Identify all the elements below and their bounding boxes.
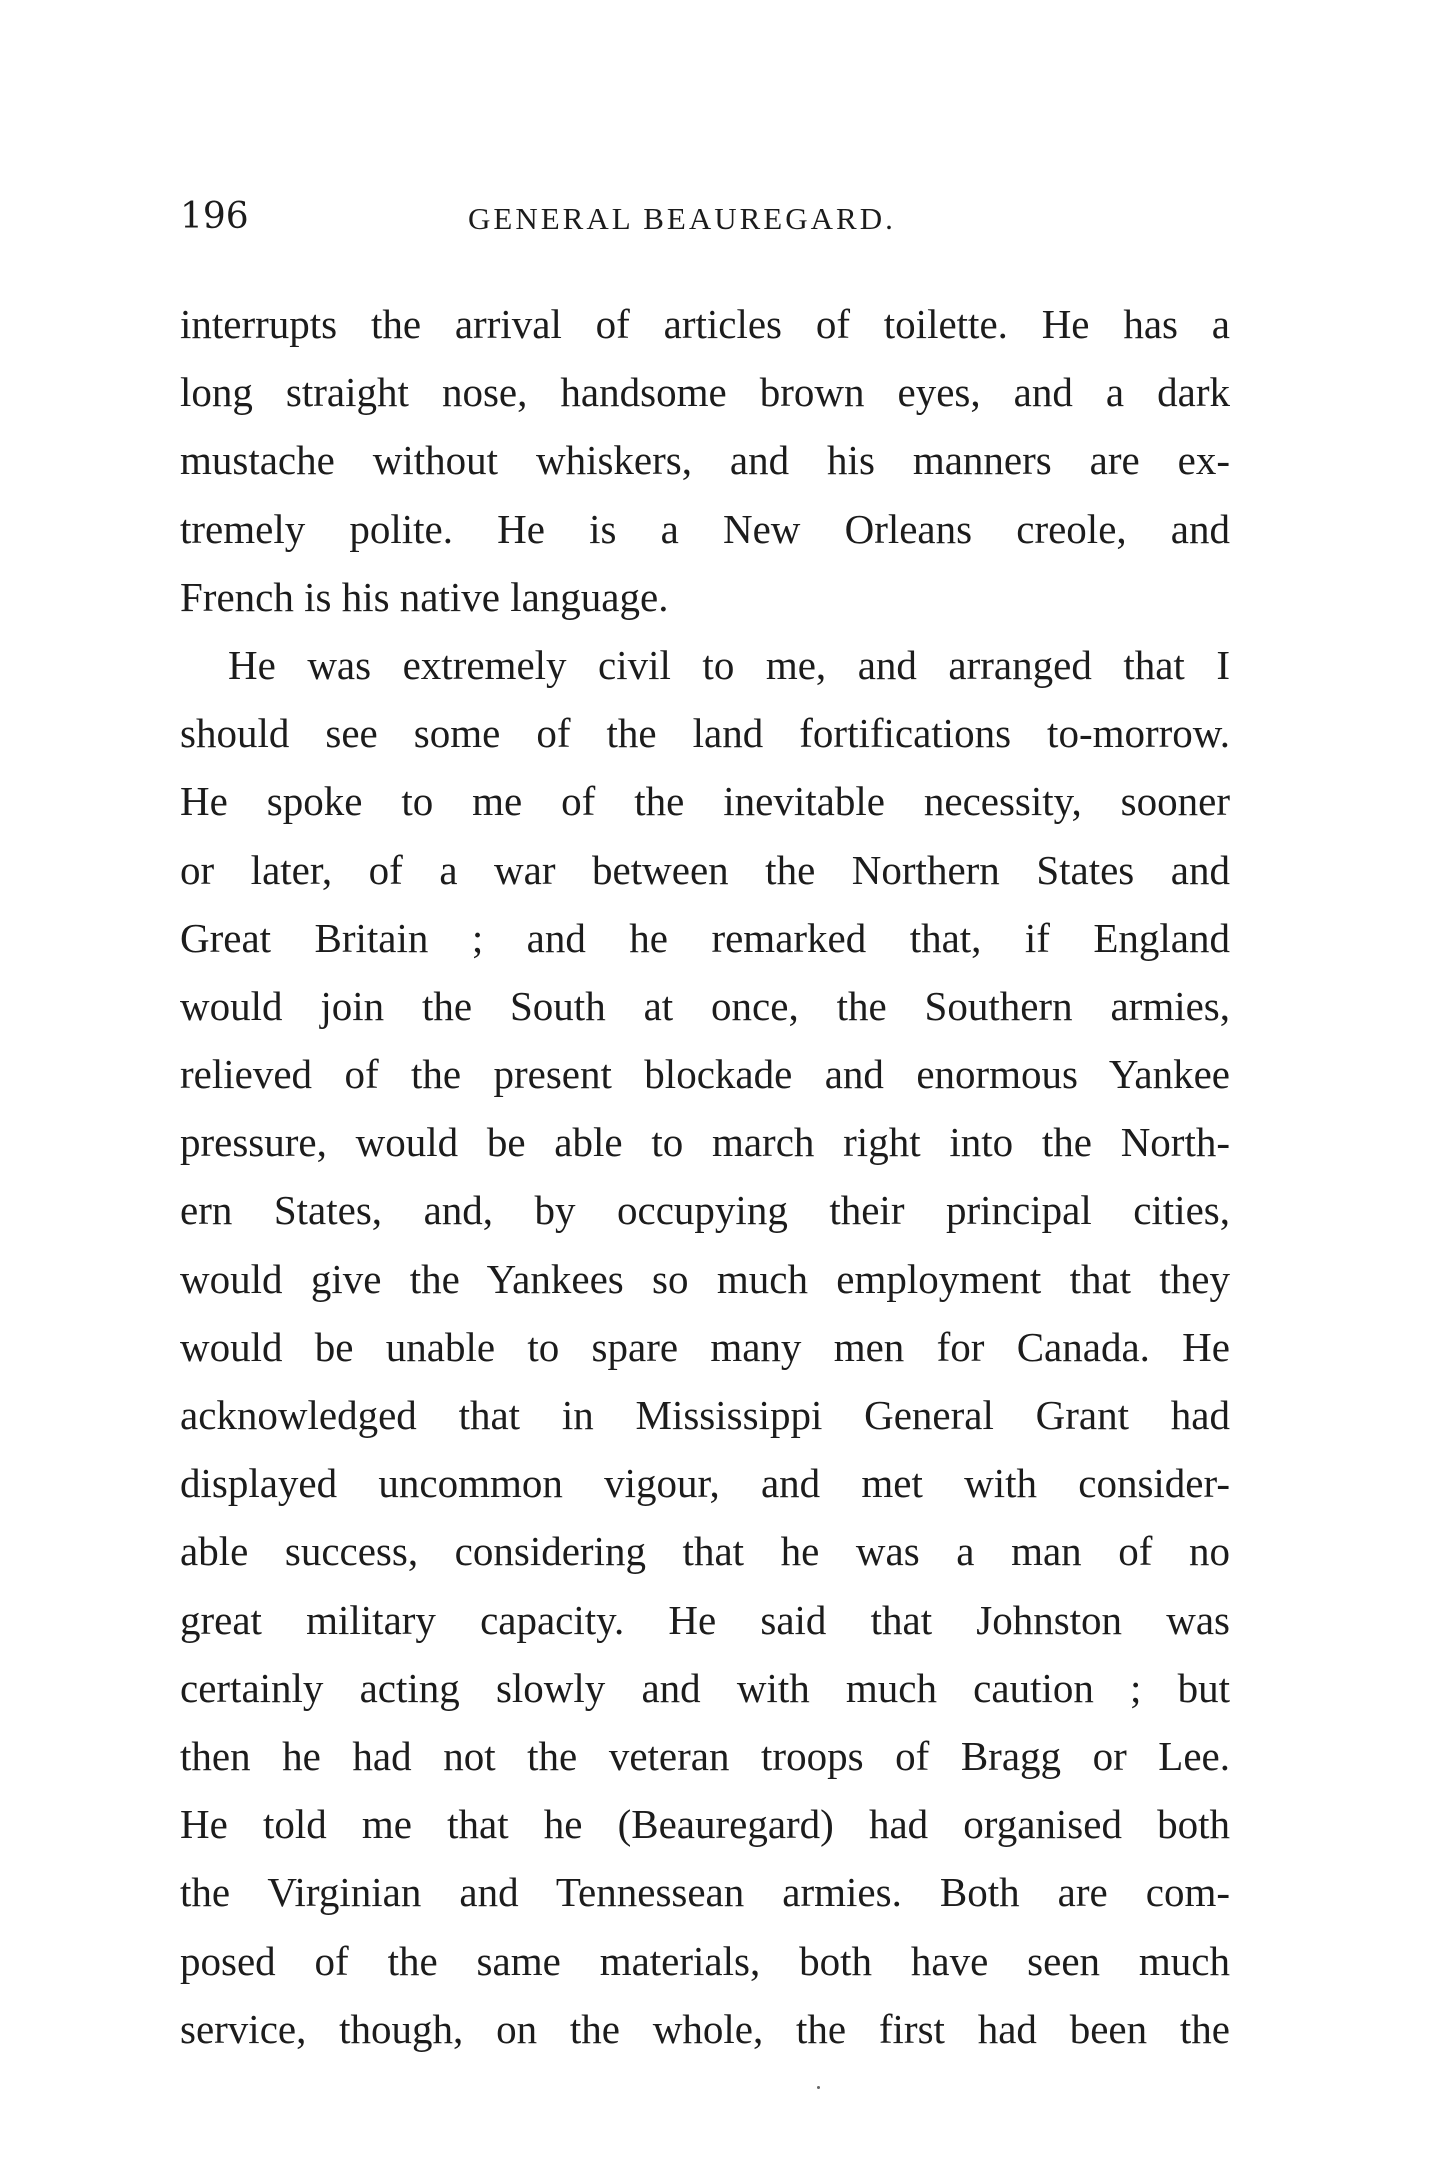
paragraph-2 (180, 631, 1230, 2063)
text-line: relieved of the present blockade and enormous Yankee (180, 1051, 1230, 1098)
text-line: great military capacity. He said that Johnston was (180, 1596, 1230, 1643)
text-line: mustache without whiskers, and his manners are ex- (180, 437, 1230, 484)
text-line: Great Britain ; and he remarked that, if England (180, 914, 1230, 961)
text-line: ern States, and, by occupying their principal cities, (180, 1187, 1230, 1234)
text-line: able success, considering that he was a man of no (180, 1528, 1230, 1575)
text-line: interrupts the arrival of articles of toilette. He has a (180, 301, 1230, 347)
print-speck (817, 2086, 820, 2089)
text-line: He told me that he (Beauregard) had organised both (180, 1801, 1230, 1848)
page-number: 196 (180, 196, 249, 237)
text-line: should see some of the land fortifications to-morrow. (180, 710, 1230, 757)
text-line: service, though, on the whole, the first had been the (180, 2005, 1230, 2052)
text-line: displayed uncommon vigour, and met with consider- (180, 1460, 1230, 1507)
text-line: or later, of a war between the Northern States and (180, 846, 1230, 893)
text-line: would be unable to spare many men for Canada. He (180, 1323, 1230, 1370)
text-line: He spoke to me of the inevitable necessity, sooner (180, 778, 1230, 825)
text-line: tremely polite. He is a New Orleans creole, and (180, 505, 1230, 552)
running-head (180, 192, 1230, 242)
running-title: GENERAL BEAUREGARD. (468, 201, 896, 236)
text-line: would join the South at once, the Southern armies, (180, 982, 1230, 1029)
text-line: the Virginian and Tennessean armies. Both are com- (180, 1869, 1230, 1916)
text-line: then he had not the veteran troops of Bragg or Lee. (180, 1732, 1230, 1779)
text-line: certainly acting slowly and with much caution ; but (180, 1664, 1230, 1711)
body-text (180, 290, 1230, 2063)
text-line: acknowledged that in Mississippi General Grant had (180, 1392, 1230, 1438)
text-line: French is his native language. (180, 573, 669, 620)
text-line: pressure, would be able to march right into the North- (180, 1119, 1230, 1166)
text-line: long straight nose, handsome brown eyes, and a dark (180, 369, 1230, 416)
text-line: He was extremely civil to me, and arranged that I (228, 641, 1230, 688)
text-line: posed of the same materials, both have seen much (180, 1937, 1230, 1984)
text-line: would give the Yankees so much employment that they (180, 1255, 1230, 1302)
paragraph-1 (180, 290, 1230, 631)
